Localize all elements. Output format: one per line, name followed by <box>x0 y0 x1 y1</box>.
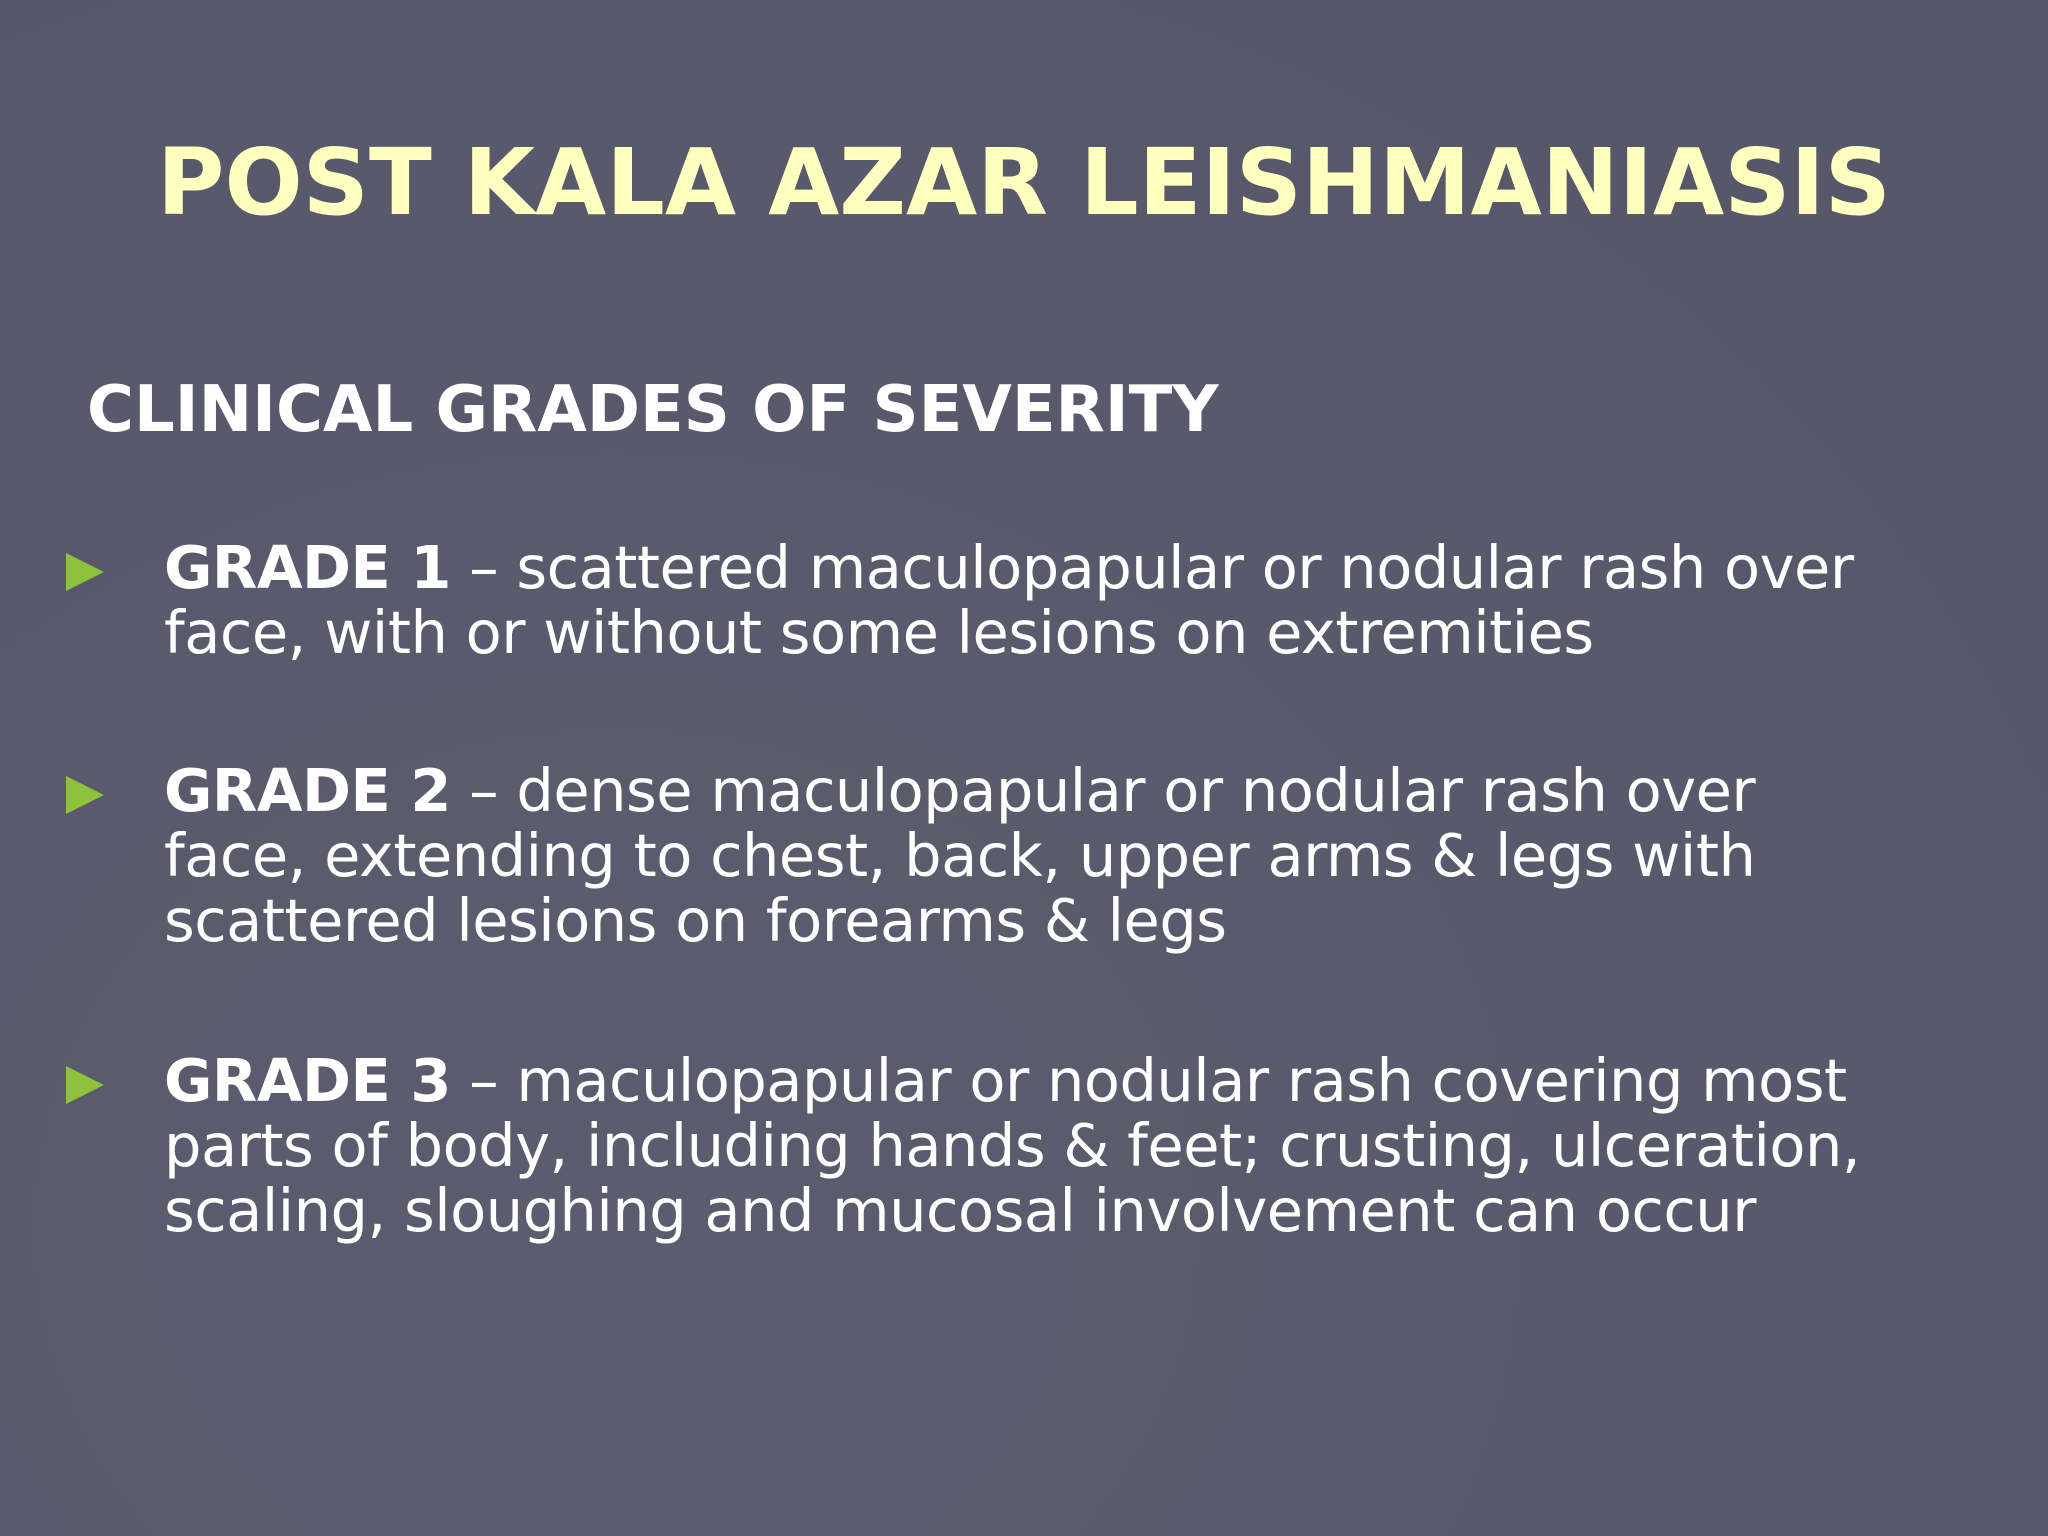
bullet-line-text: – scattered maculopapular or nodular rash over <box>450 533 1854 602</box>
grade-label: GRADE 3 <box>164 1046 451 1115</box>
grade-label: GRADE 2 <box>164 756 451 825</box>
bullet-text <box>164 1048 2014 1243</box>
bullet-line <box>164 535 2014 600</box>
bullet-line: face, extending to chest, back, upper arms & legs with <box>164 821 1756 890</box>
bullet-line: face, with or without some lesions on extremities <box>164 598 1594 667</box>
bullet-line-text: – maculopapular or nodular rash covering most <box>450 1046 1847 1115</box>
bullet-line <box>164 1048 2014 1113</box>
bullet-line: scaling, sloughing and mucosal involvement can occur <box>164 1176 1756 1245</box>
slide-title: POST KALA AZAR LEISHMANIASIS <box>157 129 1891 236</box>
bullet-text <box>164 758 2014 953</box>
triangle-arrow-icon <box>66 1066 104 1104</box>
bullet-line: parts of body, including hands & feet; crusting, ulceration, <box>164 1111 1861 1180</box>
triangle-arrow-icon <box>66 776 104 814</box>
bullet-line: scattered lesions on forearms & legs <box>164 886 1227 955</box>
bullet-line <box>164 758 2014 823</box>
slide-subtitle: CLINICAL GRADES OF SEVERITY <box>87 373 1219 447</box>
grade-label: GRADE 1 <box>164 533 451 602</box>
bullet-line-text: – dense maculopapular or nodular rash over <box>450 756 1756 825</box>
triangle-arrow-icon <box>66 553 104 591</box>
bullet-text <box>164 535 2014 665</box>
